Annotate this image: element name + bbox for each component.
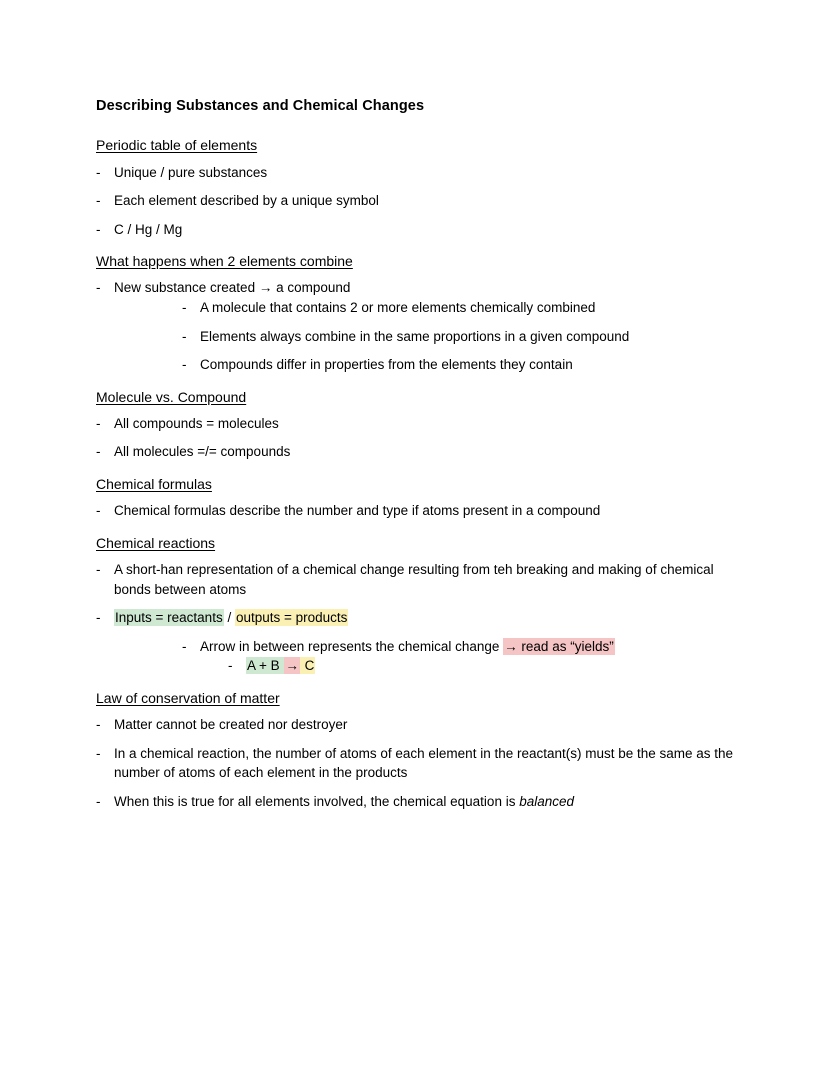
document-body [96, 98, 746, 820]
bullet-sublist [182, 298, 746, 375]
section-heading: Periodic table of elements [96, 137, 258, 154]
list-item [182, 327, 746, 347]
section-elements-combine [96, 252, 746, 374]
bullet-subsublist [228, 656, 746, 676]
section-heading: Law of conservation of matter [96, 689, 280, 706]
list-item [96, 560, 746, 599]
bullet-dash: - [96, 716, 101, 732]
bullet-dash: - [96, 444, 101, 460]
bullet-list [96, 278, 746, 298]
section-molecule-vs-compound [96, 388, 746, 462]
list-item [182, 298, 746, 318]
highlight-green: Inputs = reactants [115, 610, 223, 626]
section-heading: Chemical formulas [96, 476, 212, 493]
bullet-dash: - [182, 328, 187, 344]
section-heading: Chemical reactions [96, 534, 216, 551]
list-item-text: Compounds differ in properties from the elements they contain [200, 357, 573, 373]
bullet-dash: - [228, 658, 233, 674]
section-chemical-formulas [96, 475, 746, 521]
list-item-text: New substance created → a compound [114, 280, 351, 296]
list-item-text: In a chemical reaction, the number of atoms of each element in the reactant(s) must be the same as the number of atoms of each element in the products [114, 745, 734, 781]
list-item-text: All compounds = molecules [114, 415, 279, 431]
list-item-text: Matter cannot be created nor destroyer [114, 716, 348, 732]
bullet-list [96, 163, 746, 211]
section-conservation-of-matter [96, 689, 746, 811]
list-item-text: Each element described by a unique symbol [114, 193, 379, 209]
separator-text: / [223, 610, 235, 626]
bullet-list [96, 715, 746, 811]
list-item-text: Unique / pure substances [114, 164, 268, 180]
bullet-dash: - [96, 415, 101, 431]
bullet-dash: - [96, 280, 101, 296]
list-item-text [114, 792, 746, 812]
list-item-text: Elements always combine in the same proportions in a given compound [200, 328, 630, 344]
highlight-yellow: C [300, 658, 315, 674]
list-item-text: A molecule that contains 2 or more elements chemically combined [200, 300, 596, 316]
bullet-dash: - [96, 221, 101, 237]
list-item [96, 414, 746, 434]
page-title: Describing Substances and Chemical Changes [96, 98, 425, 114]
list-item [96, 163, 746, 183]
section-heading: What happens when 2 elements combine [96, 253, 353, 270]
bullet-dash: - [96, 561, 101, 577]
bullet-sublist [96, 220, 746, 240]
list-item-text [114, 608, 746, 628]
italic-term: balanced [519, 793, 575, 809]
bullet-list [96, 414, 746, 462]
list-item-text [200, 637, 746, 657]
list-item [96, 191, 746, 211]
list-item [96, 442, 746, 462]
list-item [96, 220, 746, 240]
bullet-dash: - [96, 193, 101, 209]
section-heading: Molecule vs. Compound [96, 388, 247, 405]
list-item-text: A short-han representation of a chemical change resulting from teh breaking and making of chemical bonds between atoms [114, 561, 714, 597]
plain-text: When this is true for all elements involved, the chemical equation is [114, 793, 520, 809]
list-item [96, 278, 746, 298]
bullet-list [96, 501, 746, 521]
list-item-text: C / Hg / Mg [114, 221, 183, 237]
highlight-green: A + B [247, 658, 284, 674]
list-item [182, 355, 746, 375]
highlight-red: → [285, 658, 299, 674]
list-item [96, 792, 746, 812]
list-item-text: Chemical formulas describe the number and type if atoms present in a compound [114, 503, 601, 519]
list-item [96, 501, 746, 521]
list-item-highlighted [96, 608, 746, 628]
highlight-red: → read as “yields” [504, 638, 614, 654]
list-item [96, 715, 746, 735]
section-chemical-reactions [96, 534, 746, 676]
list-item-equation [228, 656, 746, 676]
highlight-yellow: outputs = products [235, 610, 348, 626]
bullet-list [96, 560, 746, 628]
bullet-dash: - [96, 610, 101, 626]
bullet-dash: - [182, 300, 187, 316]
equation-text [246, 656, 746, 676]
bullet-sublist [182, 637, 746, 657]
bullet-dash: - [182, 638, 187, 654]
list-item-text: All molecules =/= compounds [114, 444, 291, 460]
bullet-dash: - [96, 503, 101, 519]
bullet-dash: - [96, 164, 101, 180]
list-item [96, 744, 746, 783]
list-item-highlighted [182, 637, 746, 657]
bullet-dash: - [182, 357, 187, 373]
bullet-dash: - [96, 793, 101, 809]
plain-text: Arrow in between represents the chemical change [200, 638, 504, 654]
section-periodic-table [96, 136, 746, 239]
bullet-dash: - [96, 745, 101, 761]
